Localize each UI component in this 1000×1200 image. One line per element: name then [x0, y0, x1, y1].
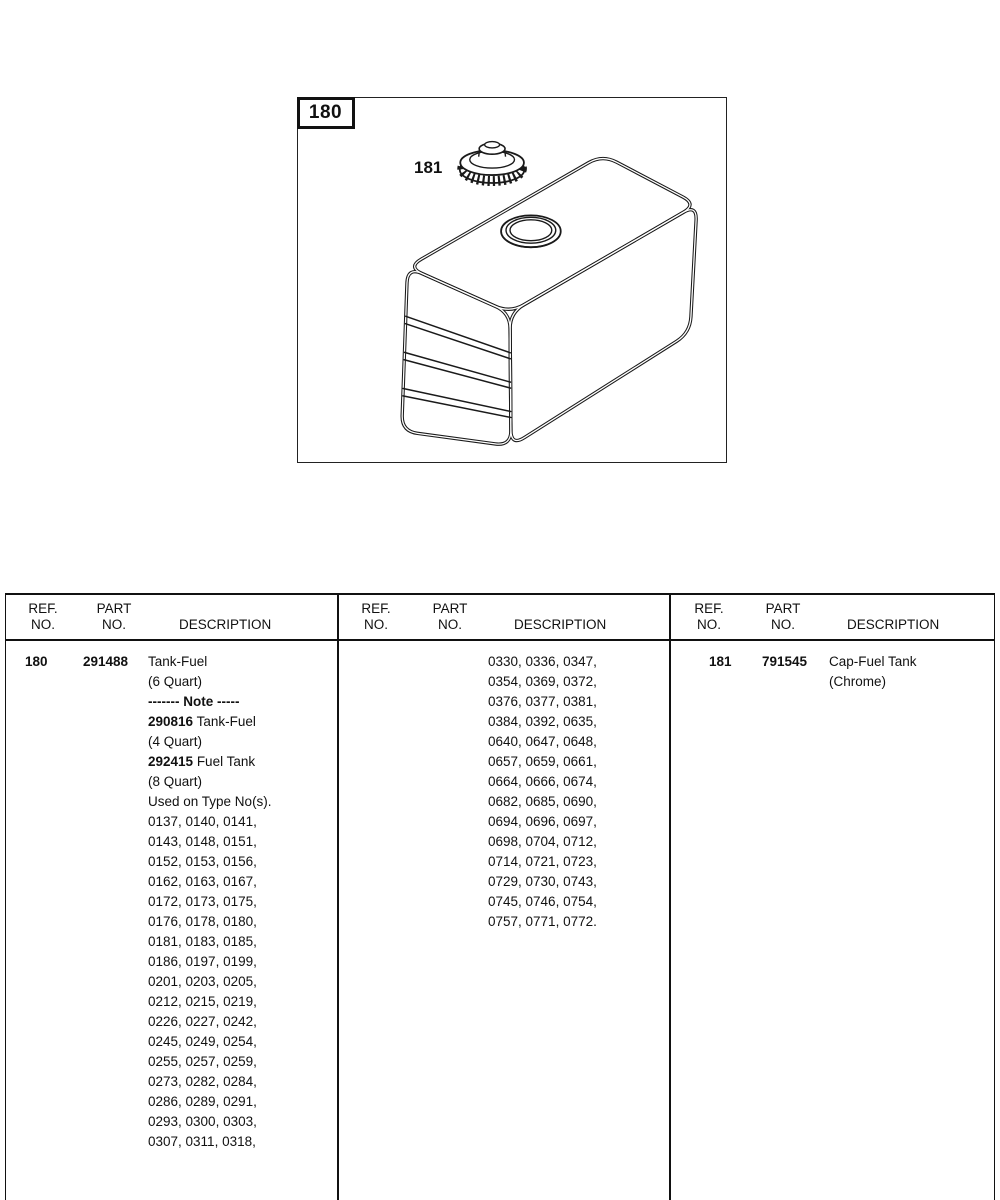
description-line: 0181, 0183, 0185,	[148, 934, 257, 949]
description-line: 0245, 0249, 0254,	[148, 1034, 257, 1049]
description-line: 0255, 0257, 0259,	[148, 1054, 257, 1069]
parts-table	[5, 593, 995, 1200]
description-line: 0143, 0148, 0151,	[148, 834, 257, 849]
description-line: 0757, 0771, 0772.	[488, 914, 597, 929]
filler-neck-drawing	[501, 215, 561, 247]
description-line: 0640, 0647, 0648,	[488, 734, 597, 749]
description-line: 0212, 0215, 0219,	[148, 994, 257, 1009]
header-ref-no-1	[21, 601, 65, 633]
description-line: 0286, 0289, 0291,	[148, 1094, 257, 1109]
header-part-label: PART	[432, 601, 468, 616]
description-line: 0226, 0227, 0242,	[148, 1014, 257, 1029]
description-line: 0330, 0336, 0347,	[488, 654, 597, 669]
description-line: 0201, 0203, 0205,	[148, 974, 257, 989]
description-line: 0176, 0178, 0180,	[148, 914, 257, 929]
description-line: 292415 Fuel Tank	[148, 754, 256, 769]
header-ref-no-2	[354, 601, 398, 633]
header-ref-label: REF.	[694, 601, 724, 616]
header-ref-label: REF.	[361, 601, 391, 616]
description-line: 0152, 0153, 0156,	[148, 854, 257, 869]
header-no-label: NO.	[770, 617, 795, 632]
description-line: 0698, 0704, 0712,	[488, 834, 597, 849]
description-line: (4 Quart)	[148, 734, 203, 749]
description-line: (8 Quart)	[148, 774, 203, 789]
description-line: 0273, 0282, 0284,	[148, 1074, 257, 1089]
column-divider-2	[669, 595, 671, 1200]
description-block	[148, 652, 334, 1152]
header-no-label: NO.	[101, 617, 126, 632]
tank-strap-lines	[403, 316, 511, 417]
description-line: 0384, 0392, 0635,	[488, 714, 597, 729]
description-line: 0186, 0197, 0199,	[148, 954, 257, 969]
description-line: 0745, 0746, 0754,	[488, 894, 597, 909]
description-block	[488, 652, 666, 932]
description-line: Used on Type No(s).	[148, 794, 272, 809]
description-line: 0694, 0696, 0697,	[488, 814, 597, 829]
fuel-cap-drawing	[460, 142, 525, 183]
column-divider-1	[337, 595, 339, 1200]
header-no-label: NO.	[696, 617, 721, 632]
description-line: 0376, 0377, 0381,	[488, 694, 597, 709]
diagram-ref-badge: 180	[297, 97, 355, 129]
header-ref-label: REF.	[28, 601, 58, 616]
header-part-label: PART	[765, 601, 801, 616]
fuel-tank-drawing	[402, 159, 696, 445]
description-line: 290816 Tank-Fuel	[148, 714, 256, 729]
header-description-3: DESCRIPTION	[847, 617, 940, 632]
header-description-2: DESCRIPTION	[514, 617, 607, 632]
cap-ref-label: 181	[414, 158, 443, 177]
ref-no-value: 180	[25, 654, 48, 669]
fuel-tank-illustration	[298, 98, 726, 462]
description-line: 0307, 0311, 0318,	[148, 1134, 256, 1149]
parts-diagram-box	[297, 97, 727, 463]
header-description-1: DESCRIPTION	[179, 617, 272, 632]
header-ref-no-3	[687, 601, 731, 633]
header-no-label: NO.	[30, 617, 55, 632]
description-block	[829, 652, 991, 692]
header-part-label: PART	[96, 601, 132, 616]
ref-no-value: 181	[709, 654, 732, 669]
part-no-value: 291488	[83, 654, 129, 669]
header-part-no-3	[757, 601, 809, 633]
description-line: 0682, 0685, 0690,	[488, 794, 597, 809]
description-line: 0664, 0666, 0674,	[488, 774, 597, 789]
description-line: 0137, 0140, 0141,	[148, 814, 257, 829]
description-line: 0162, 0163, 0167,	[148, 874, 257, 889]
description-line: Tank-Fuel	[148, 654, 208, 669]
description-line: 0293, 0300, 0303,	[148, 1114, 257, 1129]
description-line: 0354, 0369, 0372,	[488, 674, 597, 689]
header-rule	[6, 639, 994, 641]
description-line: (Chrome)	[829, 674, 887, 689]
part-no-value: 791545	[762, 654, 808, 669]
header-part-no-1	[88, 601, 140, 633]
description-line: ------- Note -----	[148, 694, 240, 709]
description-line: 0657, 0659, 0661,	[488, 754, 597, 769]
description-line: (6 Quart)	[148, 674, 203, 689]
description-line: 0172, 0173, 0175,	[148, 894, 257, 909]
description-line: 0729, 0730, 0743,	[488, 874, 597, 889]
header-no-label: NO.	[363, 617, 388, 632]
description-line: Cap-Fuel Tank	[829, 654, 917, 669]
header-part-no-2	[424, 601, 476, 633]
description-line: 0714, 0721, 0723,	[488, 854, 597, 869]
header-no-label: NO.	[437, 617, 462, 632]
